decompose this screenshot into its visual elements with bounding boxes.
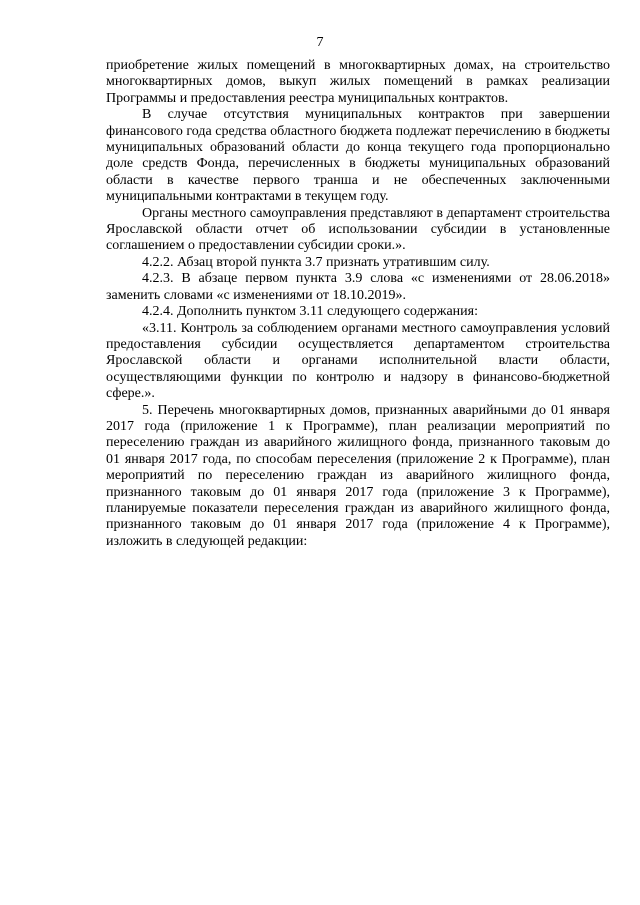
paragraph-5: 5. Перечень многоквартирных домов, признанных аварийными до 01 января 2017 года (приложение 1 к Программе), план реализации мероприятий по переселению граждан из аварийного жилищного фонда, признанного таковым до 01 января 2017 года, по способам переселения (приложение 2 к Программе), план мероприятий по переселению граждан из аварийного жилищного фонда, признанного таковым до 01 января 2017 года (приложение 3 к Программе), планируемые показатели переселения граждан из аварийного жилищного фонда, признанного таковым до 01 января 2017 года (приложение 4 к Программе), изложить в следующей редакции: [106,402,610,549]
paragraph-4-2-3: 4.2.3. В абзаце первом пункта 3.9 слова «с изменениями от 28.06.2018» заменить словами «с изменениями от 18.10.2019». [106,271,610,303]
paragraph-report: Органы местного самоуправления представляют в департамент строительства Ярославской области отчет об использовании субсидии в установленные соглашением о предоставлении субсидии сроки.». [106,205,610,254]
document-body [106,58,610,550]
paragraph-no-contracts: В случае отсутствия муниципальных контрактов при завершении финансового года средства областного бюджета подлежат перечислению в бюджеты муниципальных образований области до конца текущего года пропорционально доле средств Фонда, перечисленных в бюджеты муниципальных образований области в качестве первого транша и не обеспеченных заключенными муниципальными контрактами в текущем году. [106,107,610,205]
paragraph-3-11: «3.11. Контроль за соблюдением органами местного самоуправления условий предоставления субсидии осуществляется департаментом строительства Ярославской области и органами исполнительной власти области, осуществляющими функции по контролю и надзору в финансово-бюджетной сфере.». [106,320,610,402]
paragraph-4-2-4: 4.2.4. Дополнить пунктом 3.11 следующего содержания: [142,304,478,320]
paragraph-continuation: приобретение жилых помещений в многоквартирных домах, на строительство многоквартирных домов, выкуп жилых помещений в рамках реализации Программы и предоставления реестра муниципальных контрактов. [106,58,610,106]
paragraph-4-2-2: 4.2.2. Абзац второй пункта 3.7 признать утратившим силу. [142,254,490,270]
page-number: 7 [316,35,324,50]
